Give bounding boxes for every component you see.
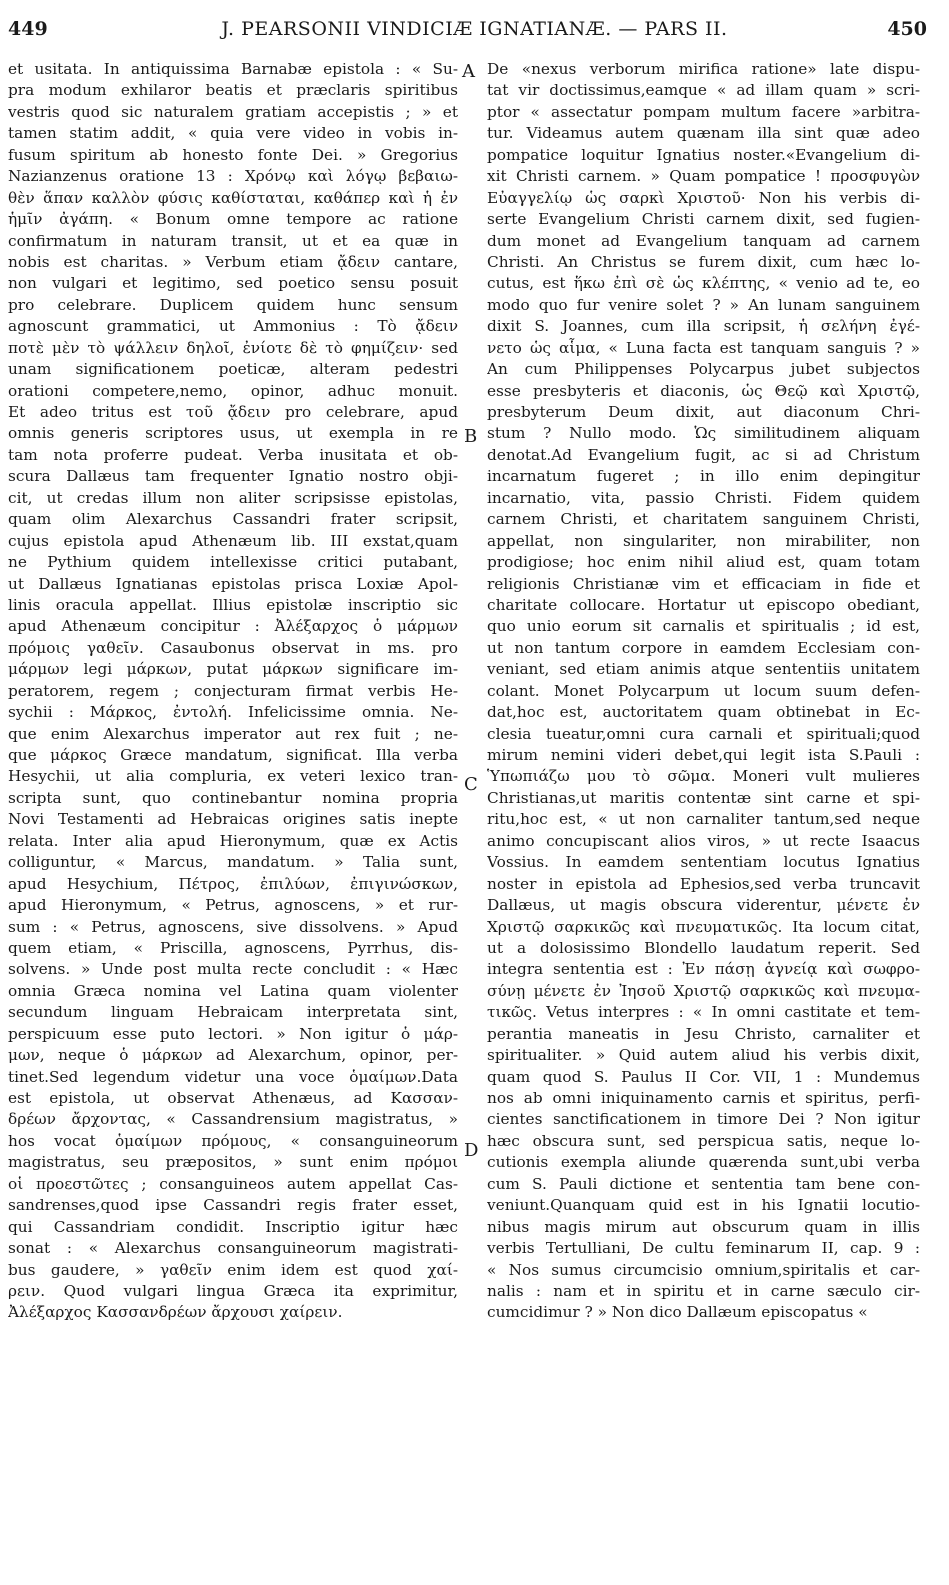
text-line: verbis Tertulliani, De cultu feminarum II, cap. 9 : [487,1239,920,1258]
text-line: esse presbyteris et diaconis, ὡς Θεῷ καὶ Χριστῷ, [487,381,920,400]
margin-marker-a: A [462,61,475,82]
text-line: mirum nemini videri debet,qui legit ista S.Pauli : [487,746,920,764]
text-line: incarnatio, vita, passio Christi. Fidem quidem [487,488,920,507]
text-line: vestris quod sic naturalem gratiam accepistis ; » et [8,102,458,121]
text-line: νετο ὡς αἷμα, « Luna facta est tanquam sanguis ? » [487,338,920,357]
text-line: nalis : nam et in spiritu et in carne sæculo cir- [487,1281,920,1300]
text-line: nobis est charitas. » Verbum etiam ᾄδειν cantare, [8,252,458,271]
text-line: solvens. » Unde post multa recte concludit : « Hæc [8,960,458,979]
text-line: cumcidimur ? » Non dico Dallæum episcopatus « [487,1303,868,1322]
text-line: tinet.Sed legendum videtur una voce ὁμαίμων.Data [8,1067,458,1086]
margin-marker-c: C [464,774,478,795]
text-line: Et adeo tritus est τοῦ ᾄδειν pro celebrare, apud [8,403,458,421]
text-line: confirmatum in naturam transit, ut et ea quæ in [8,231,458,250]
text-line: pra modum exhilaror beatis et præclaris spiritibus [8,81,458,100]
text-line: ut non tantum corpore in eamdem Ecclesiam con- [487,638,920,657]
text-line: perantia maneatis in Jesu Christo, carnaliter et [487,1024,920,1043]
text-line: cutus, est ἥκω ἐπὶ σὲ ὡς κλέπτης, « venio ad te, eo [487,274,920,293]
text-line: An cum Philippenses Polycarpus jubet subjectos [487,360,920,379]
text-line: tamen statim addit, « quia vere video in vobis in- [8,124,458,143]
text-line: secundum linguam Hebraicam interpretata sint, [8,1003,458,1022]
margin-marker-b: B [464,426,478,447]
text-line: ποτὲ μὲν τὸ ψάλλειν δηλοῖ, ἐνίοτε δὲ τὸ φημίζειν· sed [8,338,458,357]
text-line: πρόμοις γαθεῖν. Casaubonus observat in ms. pro [8,638,458,657]
text-line: et usitata. In antiquissima Barnabæ epistola : « Su- [8,60,458,78]
text-line: ne Pythium quidem intellexisse critici putabant, [8,553,458,572]
text-line: cutionis exempla aliunde quærenda sunt,ubi verba [487,1153,920,1172]
text-line: bus gaudere, » γαθεῖν enim idem est quod χαί- [8,1260,458,1279]
text-line: agnoscunt grammatici, ut Ammonius : Τὸ ᾄδειν [8,317,458,336]
text-line: perspicuum esse puto lectori. » Non igitur ὁ μάρ- [8,1024,458,1043]
text-line: dat,hoc est, auctoritatem quam obtinebat in Ec- [487,703,920,722]
text-line: fusum spiritum ab honesto fonte Dei. » Gregorius [8,145,458,164]
text-line: sandrenses,quod ipse Cassandri regis frater esset, [8,1196,458,1215]
text-line: est epistola, ut observat Athenæus, ad Κασσαν- [8,1089,458,1107]
text-line: Novi Testamenti ad Hebraicas origines satis inepte [8,810,458,829]
text-line: cum S. Pauli dictione et sententia tam bene con- [487,1174,920,1193]
text-line: ut Dallæus Ignatianas epistolas prisca Loxiæ Apol- [8,574,458,593]
text-line: omnis generis scriptores usus, ut exempla in re [8,424,458,443]
text-line: scura Dallæus tam frequenter Ignatio nostro obji- [8,467,458,486]
text-line: scripta sunt, quo continebantur nomina propria [8,788,458,807]
text-line: omnia Græca nomina vel Latina quam violenter [8,981,458,1000]
text-line: orationi competere,nemo, opinor, adhuc monuit. [8,381,458,400]
text-line: clesia tueatur,omni cura carnali et spirituali;quod [487,724,920,743]
text-line: ut a dolosissimo Blondello laudatum reperit. Sed [487,938,920,957]
text-line: veniunt.Quanquam quid est in his Ignatii locutio- [487,1196,920,1215]
text-line: que enim Alexarchus imperator aut rex fuit ; ne- [8,724,458,743]
text-line: apud Hesychium, Πέτρος, ἐπιλύων, ἐπιγινώσκων, [8,874,458,893]
text-line: pro celebrare. Duplicem quidem hunc sensum [8,295,458,314]
text-line: Εὐαγγελίῳ ὡς σαρκὶ Χριστοῦ· Non his verbis di- [487,188,920,207]
text-line: stum ? Nullo modo. Ὡς similitudinem aliquam [487,424,920,443]
text-line: nos ab omni iniquinamento carnis et spiritus, perfi- [487,1089,920,1107]
text-line: ρειν. Quod vulgari lingua Græca ita exprimitur, [8,1281,458,1300]
text-line: ptor « assectatur pompam multum facere »arbitra- [487,102,920,121]
text-line: unam significationem poeticæ, alteram pedestri [8,360,458,379]
text-line: quem etiam, « Priscilla, agnoscens, Pyrrhus, dis- [8,938,458,957]
text-line: prodigiose; hoc enim nihil aliud est, quam totam [487,553,920,572]
text-line: quam quod S. Paulus II Cor. VII, 1 : Mundemus [487,1067,920,1086]
text-line: xit Christi carnem. » Quam pompatice ! προσφυγὼν [487,167,920,186]
text-line: cit, ut credas illum non aliter scripsisse epistolas, [8,488,458,507]
text-line: peratorem, regem ; conjecturam firmat verbis He- [8,681,458,700]
text-line: δρέων ἄρχοντας, « Cassandrensium magistratus, » [8,1110,458,1129]
text-line: dixit S. Joannes, cum illa scripsit, ἡ σελήνη ἐγέ- [487,317,920,336]
running-title: J. PEARSONII VINDICIÆ IGNATIANÆ. — PARS II. [221,18,728,40]
text-line: Dallæus, ut magis obscura viderentur, μένετε ἐν [487,896,920,915]
text-line: tur. Videamus autem quænam illa sint quæ adeo [487,124,920,143]
text-line: ritu,hoc est, « ut non carnaliter tantum,sed neque [487,810,920,829]
margin-marker-d: D [464,1140,479,1161]
text-line: τικῶς. Vetus interpres : « In omni castitate et tem- [487,1003,920,1022]
text-line: animo concupiscant alios viros, » ut recte Isaacus [487,831,920,850]
text-line: cujus epistola apud Athenæum lib. III exstat,quam [8,531,458,550]
text-line: appellat, non singulariter, non mirabiliter, non [487,531,920,550]
text-line: Hesychii, ut alia compluria, ex veteri lexico tran- [8,767,458,786]
text-line: relata. Inter alia apud Hieronymum, quæ ex Actis [8,831,458,850]
text-line: non vulgari et legitimo, sed poetico sensu posuit [8,274,458,293]
text-line: ἡμῖν ἀγάπη. « Bonum omne tempore ac ratione [8,210,458,229]
text-line: Ἀλέξαρχος Κασσανδρέων ἄρχουσι χαίρειν. [8,1303,343,1322]
text-line: colant. Monet Polycarpum ut locum suum defen- [487,681,920,700]
text-line: pompatice loquitur Ignatius noster.«Evangelium di- [487,145,920,164]
text-line: tam nota proferre pudeat. Verba inusitata et ob- [8,445,458,464]
text-line: magistratus, seu præpositos, » sunt enim πρόμοι [8,1153,458,1172]
text-line: « Nos sumus circumcisio omnium,spiritalis et car- [487,1260,920,1279]
text-line: sychii : Μάρκος, ἐντολή. Infelicissime omnia. Ne- [8,703,458,722]
page-header [0,12,949,46]
text-line: denotat.Ad Evangelium fugit, ac si ad Christum [487,445,920,464]
text-line: Vossius. In eamdem sententiam locutus Ignatius [487,853,920,872]
page-number-right: 450 [887,18,927,40]
text-line: quo unio eorum sit carnalis et spiritualis ; id est, [487,617,920,636]
text-line: hæc obscura sunt, sed perspicua satis, neque lo- [487,1131,920,1150]
text-line: carnem Christi, et charitatem sanguinem Christi, [487,510,920,529]
text-line: serte Evangelium Christi carnem dixit, sed fugien- [487,210,920,229]
text-line: charitate collocare. Hortatur ut episcopo obediant, [487,595,920,614]
text-line: incarnatum fugeret ; in illo enim depingitur [487,467,920,486]
text-line: θὲν ἅπαν καλλὸν φύσις καθίσταται, καθάπερ καὶ ἡ ἐν [8,188,458,207]
text-line: tat vir doctissimus,eamque « ad illam quam » scri- [487,81,920,100]
text-line: linis oracula appellat. Illius epistolæ inscriptio sic [8,595,458,614]
text-line: veniant, sed etiam animis atque sententiis unitatem [487,660,920,679]
text-line: hos vocat ὁμαίμων πρόμους, « consanguineorum [8,1131,458,1150]
text-line: integra sententia est : Ἐν πάσῃ ἁγνείᾳ καὶ σωφρο- [487,960,920,979]
text-line: Ὑπωπιάζω μου τὸ σῶμα. Moneri vult mulieres [487,767,920,786]
text-line: quam olim Alexarchus Cassandri frater scripsit, [8,510,458,529]
right-column [487,59,920,1324]
text-line: Χριστῷ σαρκικῶς καὶ πνευματικῶς. Ita locum citat, [487,917,920,936]
left-column [8,59,458,1324]
page-number-left: 449 [8,18,48,40]
text-line: qui Cassandriam condidit. Inscriptio igitur hæc [8,1217,458,1236]
text-line: De «nexus verborum mirifica ratione» late dispu- [487,60,920,78]
text-line: sum : « Petrus, agnoscens, sive dissolvens. » Apud [8,917,458,936]
text-line: οἱ προεστῶτες ; consanguineos autem appellat Cas- [8,1174,458,1193]
text-line: Nazianzenus oratione 13 : Χρόνῳ καὶ λόγῳ βεβαιω- [8,167,458,186]
text-line: que μάρκος Græce mandatum, significat. Illa verba [8,746,458,764]
text-line: religionis Christianæ vim et efficaciam in fide et [487,574,920,593]
text-line: Christianas,ut maritis contentæ sint carne et spi- [487,788,920,807]
text-line: cientes sanctificationem in timore Dei ? Non igitur [487,1110,920,1129]
text-line: noster in epistola ad Ephesios,sed verba truncavit [487,874,920,893]
text-line: σύνῃ μένετε ἐν Ἰησοῦ Χριστῷ σαρκικῶς καὶ πνευμα- [487,981,920,1000]
text-line: modo quo fur venire solet ? » An lunam sanguinem [487,295,920,314]
text-line: sonat : « Alexarchus consanguineorum magistrati- [8,1239,458,1258]
text-line: Christi. An Christus se furem dixit, cum hæc lo- [487,252,920,271]
text-line: μων, neque ὁ μάρκων ad Alexarchum, opinor, per- [8,1046,458,1065]
text-line: presbyterum Deum dixit, aut diaconum Chri- [487,403,920,421]
text-line: colliguntur, « Marcus, mandatum. » Talia sunt, [8,853,458,872]
text-line: nibus magis mirum aut obscurum quam in illis [487,1217,920,1236]
text-line: apud Athenæum concipitur : Ἀλέξαρχος ὁ μάρμων [8,617,458,636]
text-line: apud Hieronymum, « Petrus, agnoscens, » et rur- [8,896,458,915]
text-line: spiritualiter. » Quid autem aliud his verbis dixit, [487,1046,920,1065]
text-line: dum monet ad Evangelium tanquam ad carnem [487,231,920,250]
text-line: μάρμων legi μάρκων, putat μάρκων significare im- [8,660,458,679]
